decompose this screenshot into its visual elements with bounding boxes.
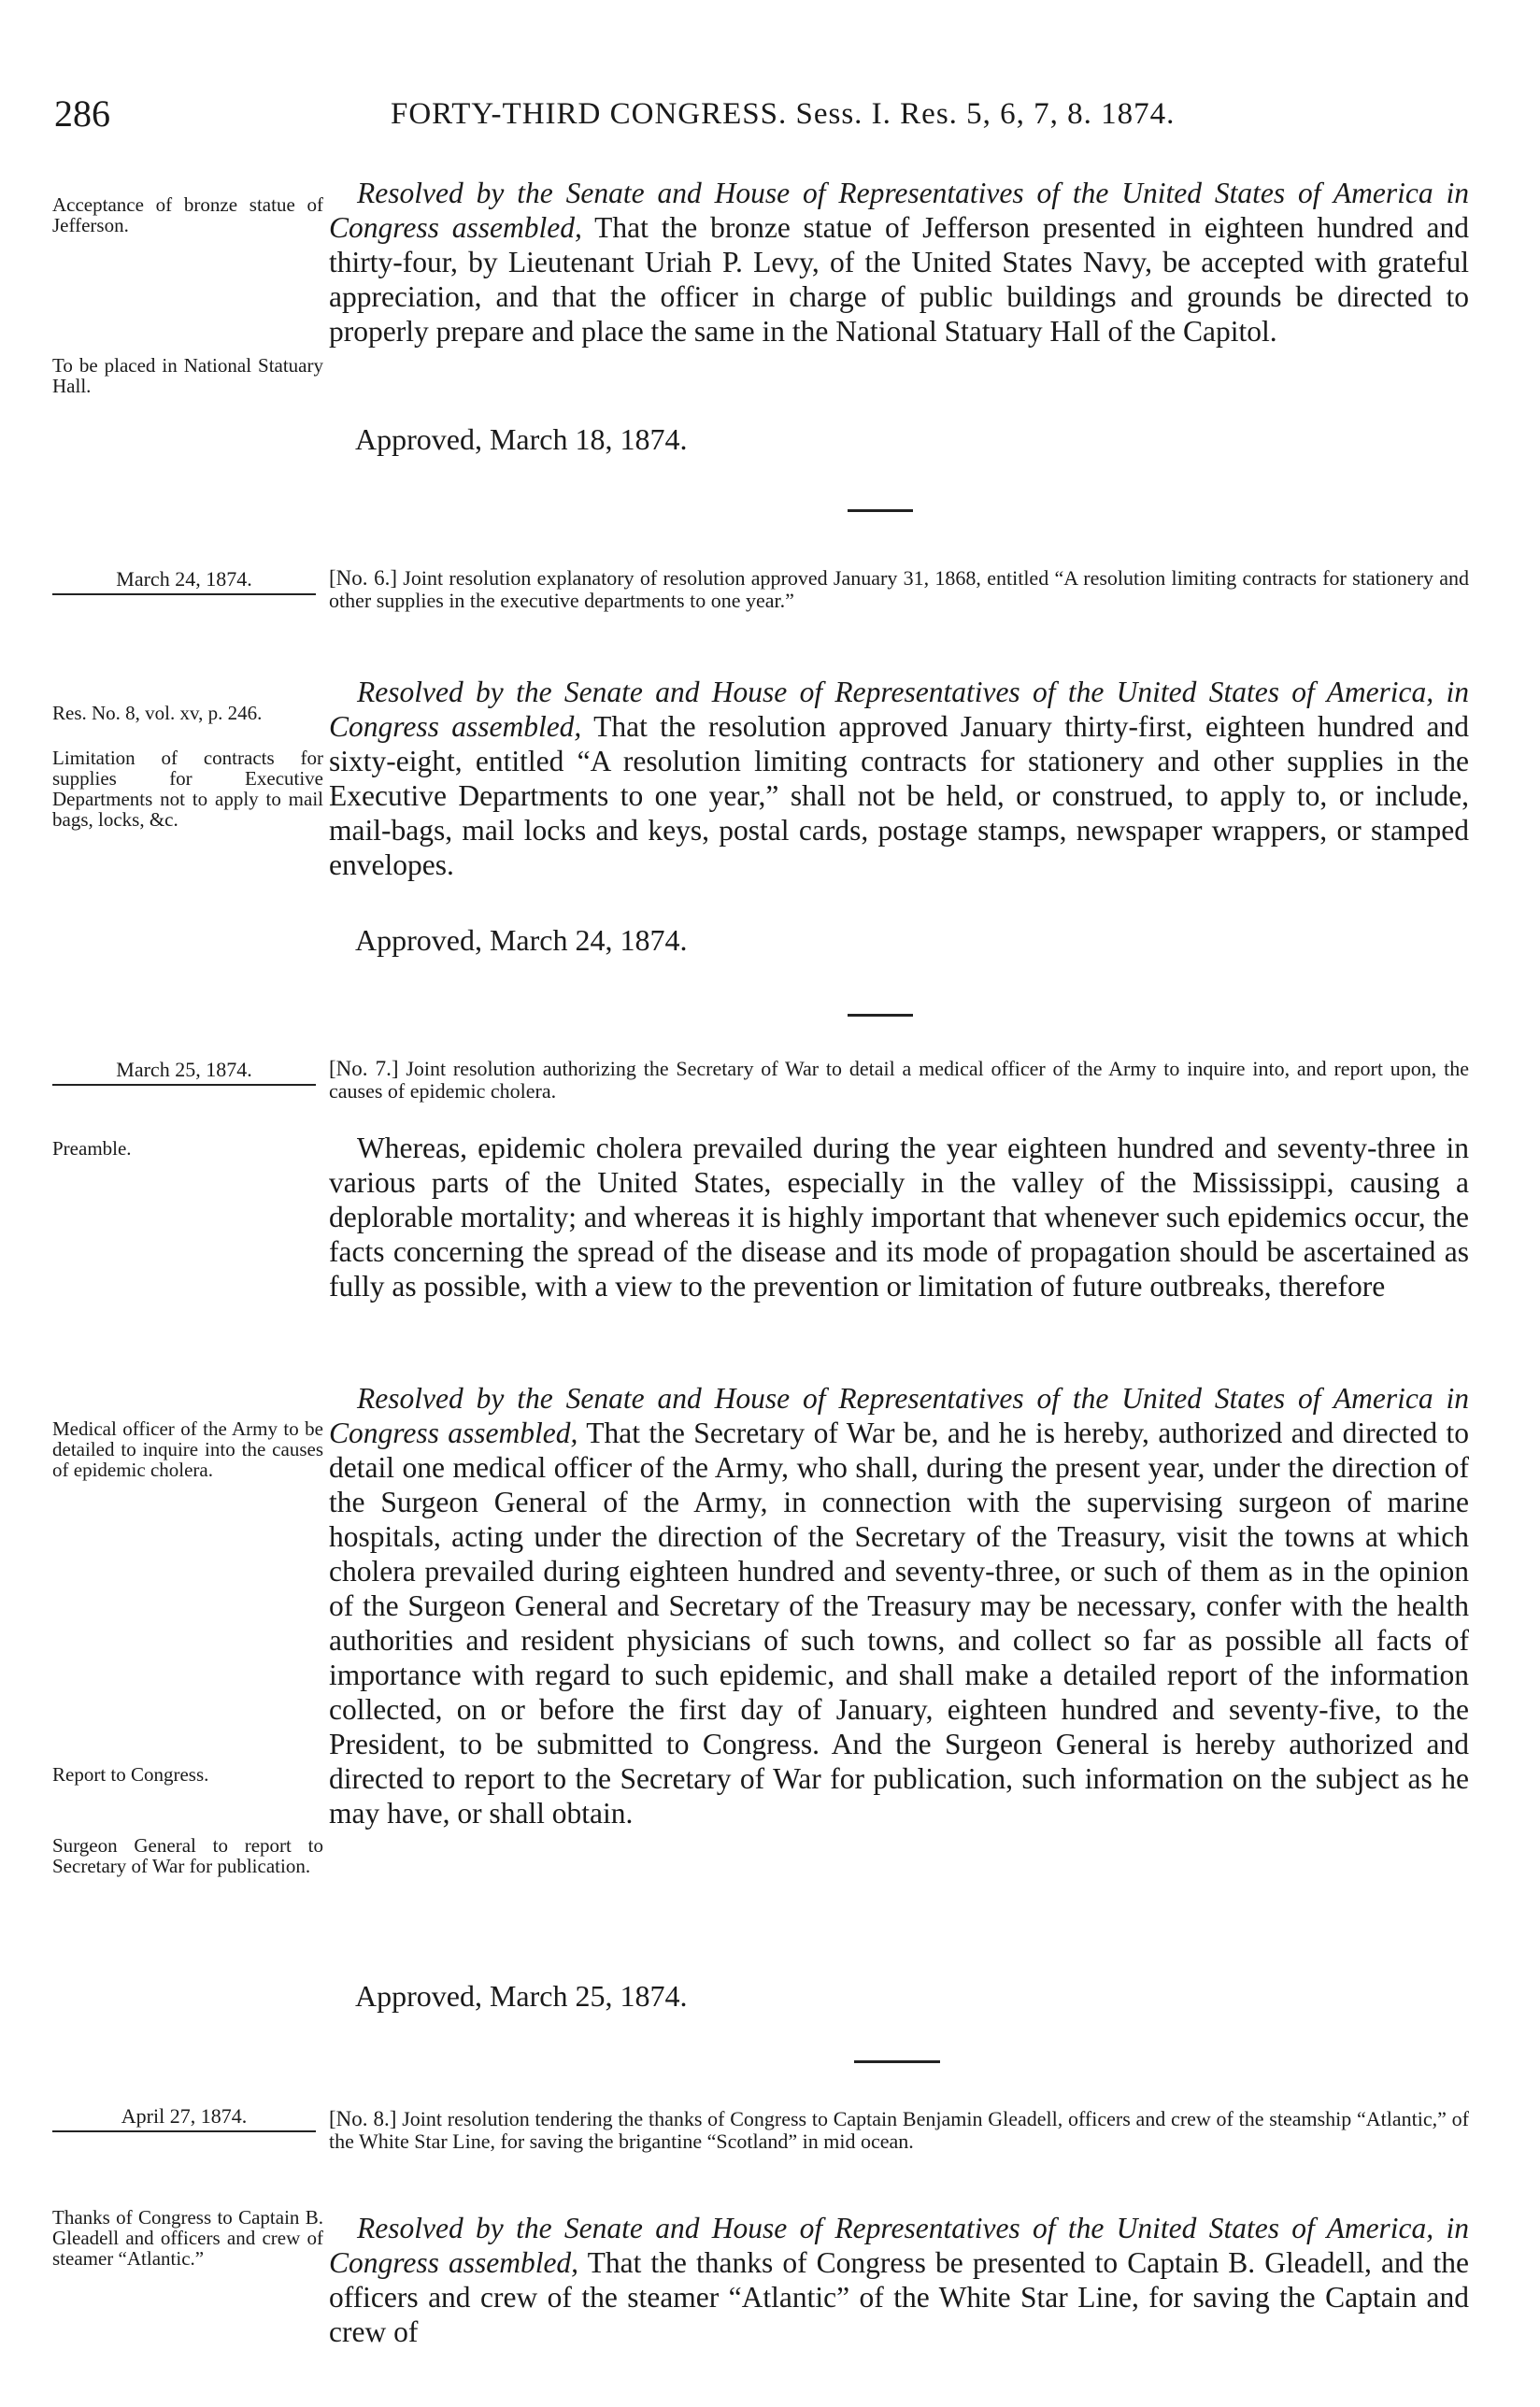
page-header — [54, 92, 1465, 138]
margin-note-thanks: Thanks of Congress to Captain B. Gleadell and officers and crew of steamer “Atlantic.” — [52, 2206, 323, 2270]
date-note: April 27, 1874. — [52, 2104, 316, 2132]
resolution-title — [329, 2108, 1469, 2153]
resolution-5-text — [329, 176, 1469, 349]
resolution-number: [No. 7.] — [329, 1057, 399, 1080]
resolution-title-text: Joint resolution tendering the thanks of Congress to Captain Benjamin Gleadell, officers and crew of the steamship “Atlantic,” of the White Star Line, for saving the brigantine “Scotland” in mid ocean. — [329, 2107, 1469, 2153]
margin-note-report: Report to Congress. — [52, 1763, 209, 1786]
resolved-clause: Resolved by the Senate and House of Representatives of the United States of America, in Congress assembled, — [329, 676, 1469, 743]
separator-rule — [854, 2060, 940, 2063]
resolution-title-text: Joint resolution authorizing the Secretary of War to detail a medical officer of the Army to inquire into, and report upon, the causes of epidemic cholera. — [329, 1057, 1469, 1103]
resolution-body: That the bronze statue of Jefferson presented in eighteen hundred and thirty-four, by Lieutenant Uriah P. Levy, of the United States Navy, be accepted with grateful appreciation, and that the officer in charge of public buildings and grounds be directed to properly prepare and place the same in the National Statuary Hall of the Capitol. — [329, 211, 1469, 348]
margin-note-acceptance: Acceptance of bronze statue of Jefferson. — [52, 193, 323, 236]
resolution-8-text — [329, 2211, 1469, 2349]
approved-date: Approved, March 25, 1874. — [355, 1979, 688, 2013]
resolution-number: [No. 6.] — [329, 566, 397, 590]
margin-note-medical-officer: Medical officer of the Army to be detailed to inquire into the causes of epidemic cholera. — [52, 1417, 323, 1481]
resolution-body: That the resolution approved January thirty-first, eighteen hundred and sixty-eight, entitled “A resolution limiting contracts for stationery and other supplies in the Executive Departments to one year,” shall not be held, or construed, to apply to, or include, mail-bags, mail locks and keys, postal cards, postage stamps, newspaper wrappers, or stamped envelopes. — [329, 710, 1469, 881]
margin-note-surgeon-general: Surgeon General to report to Secretary of War for publication. — [52, 1834, 323, 1877]
resolution-title — [329, 1058, 1469, 1103]
preamble-text — [329, 1131, 1469, 1303]
resolution-6-text — [329, 675, 1469, 882]
resolved-clause: Resolved by the Senate and House of Representatives of the United States of America, in Congress assembled, — [329, 2212, 1469, 2279]
page-number: 286 — [54, 93, 110, 135]
separator-rule — [848, 509, 913, 512]
date-note: March 25, 1874. — [52, 1058, 316, 1086]
resolved-clause: Resolved by the Senate and House of Representatives of the United States of America in Congress assembled, — [329, 177, 1469, 244]
margin-note-limitation: Limitation of contracts for supplies for Executive Departments not to apply to mail bags, locks, &c. — [52, 747, 323, 831]
resolution-body: That the thanks of Congress be presented to Captain B. Gleadell, and the officers and crew of the steamer “Atlantic” of the White Star Line, for saving the Captain and crew of — [329, 2246, 1470, 2348]
resolved-clause: Resolved by the Senate and House of Representatives of the United States of America in Congress assembled, — [329, 1382, 1469, 1449]
resolution-title-text: Joint resolution explanatory of resolution approved January 31, 1868, entitled “A resolution limiting contracts for stationery and other supplies in the executive departments to one year.” — [329, 566, 1469, 612]
approved-date: Approved, March 18, 1874. — [355, 422, 688, 456]
resolution-title — [329, 567, 1469, 612]
approved-date: Approved, March 24, 1874. — [355, 923, 688, 957]
running-title: FORTY-THIRD CONGRESS. Sess. I. Res. 5, 6, 7, 8. 1874. — [391, 97, 1176, 131]
separator-rule — [848, 1014, 913, 1017]
date-note: March 24, 1874. — [52, 567, 316, 595]
margin-note-preamble: Preamble. — [52, 1137, 132, 1160]
resolution-7-text — [329, 1381, 1469, 1830]
resolution-number: [No. 8.] — [329, 2107, 397, 2130]
margin-note-statuary-hall: To be placed in National Statuary Hall. — [52, 354, 323, 397]
resolution-body: That the Secretary of War be, and he is hereby, authorized and directed to detail one medical officer of the Army, who shall, during the present year, under the direction of the Surgeon General of the Army, in connection with the supervising surgeon of marine hospitals, acting under the direction of the Secretary of the Treasury, visit the towns at which cholera prevailed during eighteen hundred and seventy-three, or such of them as in the opinion of the Surgeon General and Secretary of the Treasury may be necessary, confer with the health authorities and resident physicians of such towns, and collect so far as possible all facts of importance with regard to such epidemic, and shall make a detailed report of the information collected, on or before the first day of January, eighteen hundred and seventy-five, to the President, to be submitted to Congress. And the Surgeon General is hereby authorized and directed to report to the Secretary of War for publication, such information on the subject as he may have, or shall obtain. — [329, 1417, 1470, 1830]
preamble: Whereas, epidemic cholera prevailed during the year eighteen hundred and seventy-three in various parts of the United States, especially in the valley of the Mississippi, causing a deplorable mortality; and whereas it is highly important that whenever such epidemics occur, the facts concerning the spread of the disease and its mode of propagation should be ascertained as fully as possible, with a view to the prevention or limitation of future outbreaks, therefore — [329, 1132, 1469, 1303]
margin-note-reference: Res. No. 8, vol. xv, p. 246. — [52, 702, 263, 724]
